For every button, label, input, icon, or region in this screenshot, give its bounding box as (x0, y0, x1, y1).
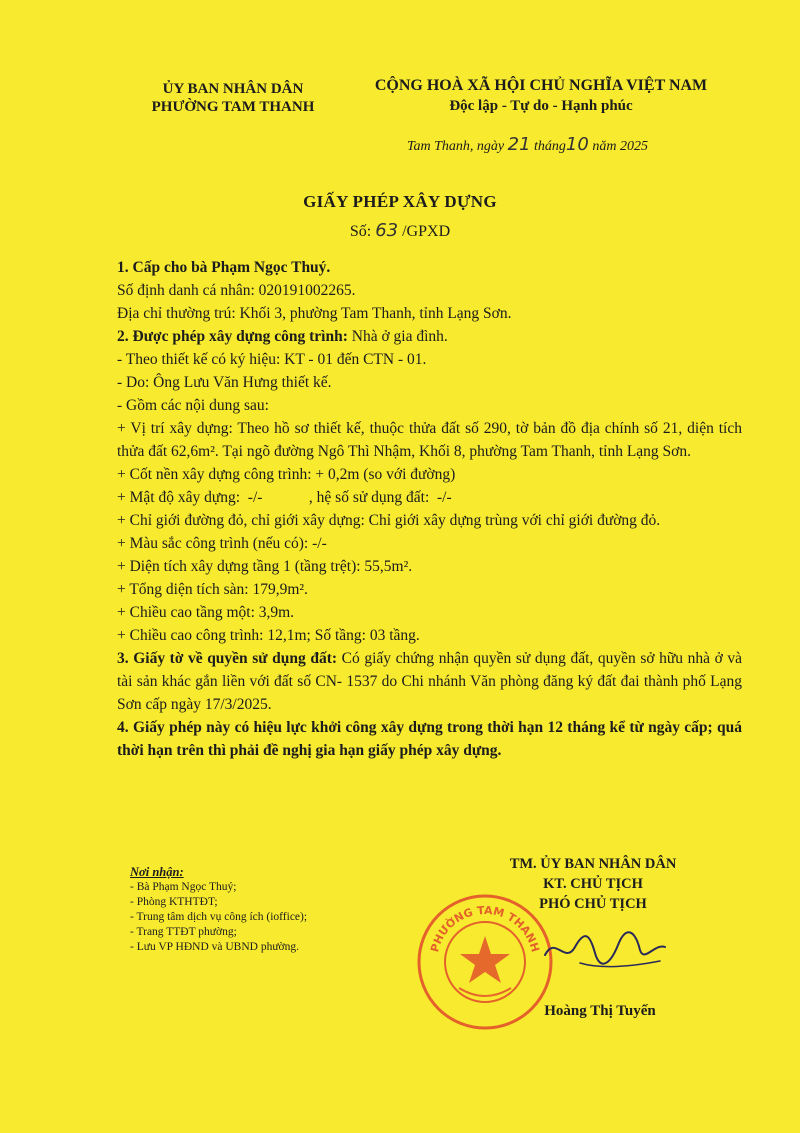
boundary-lines: + Chỉ giới đường đỏ, chỉ giới xây dựng: Chỉ giới xây dựng trùng với chỉ giới đường đỏ. (117, 512, 661, 529)
date-year: năm 2025 (592, 139, 648, 154)
signer-name: Hoàng Thị Tuyến (544, 1003, 656, 1019)
first-floor-height: + Chiều cao tầng một: 3,9m. (117, 604, 295, 621)
building-density: + Mật độ xây dựng: -/- , hệ số sử dụng đất: -/- (117, 489, 452, 506)
number-suffix: /GPXD (402, 223, 451, 240)
section-2-heading (117, 325, 742, 348)
document-title: GIẤY PHÉP XÂY DỰNG (303, 192, 497, 211)
permit-number (0, 220, 800, 241)
recipient-item: - Bà Phạm Ngọc Thuý; (130, 881, 237, 893)
document-body (117, 256, 742, 762)
nation-motto: Độc lập - Tự do - Hạnh phúc (449, 98, 633, 114)
section-3 (117, 647, 742, 716)
agency-line-2: PHƯỜNG TAM THANH (151, 99, 315, 115)
svg-text:PHƯỜNG TAM THANH: PHƯỜNG TAM THANH (428, 903, 542, 954)
designer: - Do: Ông Lưu Văn Hưng thiết kế. (117, 374, 332, 391)
sign-line-3: PHÓ CHỦ TỊCH (539, 896, 647, 912)
recipient-item: - Phòng KTHTĐT; (130, 896, 218, 908)
recipient-item: - Trung tâm dịch vụ công ích (ioffice); (130, 911, 308, 923)
section-1-heading: 1. Cấp cho bà Phạm Ngọc Thuý. (117, 259, 331, 276)
date-month-word: tháng (534, 139, 566, 154)
construction-location: + Vị trí xây dựng: Theo hồ sơ thiết kế, thuộc thửa đất số 290, tờ bản đồ địa chính số 21, diện tích thửa đất 62,6m². Tại ngõ đường Ngô Thì Nhậm, Khối 8, phường Tam Thanh, tỉnh Lạng Sơn. (117, 420, 742, 460)
design-code: - Theo thiết kế có ký hiệu: KT - 01 đến CTN - 01. (117, 351, 427, 368)
base-elevation: + Cốt nền xây dựng công trình: + 0,2m (so với đường) (117, 466, 456, 483)
contents-intro: - Gồm các nội dung sau: (117, 397, 269, 414)
section-3-text: Có giấy chứng nhận quyền sử dụng đất, quyền sở hữu nhà ở và tài sản khác gắn liền với đất số CN- 1537 do Chi nhánh Văn phòng đăng ký đất đai thành phố Lạng Sơn cấp ngày 17/3/2025. (117, 650, 742, 713)
permanent-address: Địa chỉ thường trú: Khối 3, phường Tam Thanh, tỉnh Lạng Sơn. (117, 305, 512, 322)
number-value: 63 (375, 220, 399, 241)
agency-line-1: ỦY BAN NHÂN DÂN (162, 81, 304, 97)
building-color: + Màu sắc công trình (nếu có): -/- (117, 535, 327, 552)
section-3-heading: 3. Giấy tờ về quyền sử dụng đất: (117, 650, 338, 667)
section-2-heading-rest: Nhà ở gia đình. (347, 328, 448, 345)
issue-date (407, 134, 737, 155)
recipients-list (130, 865, 430, 955)
building-height: + Chiều cao công trình: 12,1m; Số tầng: 03 tầng. (117, 627, 420, 644)
signature-block (468, 854, 718, 914)
date-month: 10 (565, 134, 589, 155)
sign-line-2: KT. CHỦ TỊCH (543, 876, 643, 892)
recipients-label: Nơi nhận: (130, 865, 184, 879)
national-header (356, 76, 726, 116)
number-prefix: Số: (349, 223, 372, 240)
ground-floor-area: + Diện tích xây dựng tầng 1 (tầng trệt): 55,5m². (117, 558, 413, 575)
date-prefix: Tam Thanh, ngày (407, 139, 505, 154)
section-2-heading-bold: 2. Được phép xây dựng công trình: (117, 328, 348, 345)
issuing-agency (108, 80, 358, 116)
sign-line-1: TM. ỦY BAN NHÂN DÂN (509, 856, 677, 872)
date-day: 21 (507, 134, 531, 155)
personal-id: Số định danh cá nhân: 020191002265. (117, 282, 356, 299)
section-4: 4. Giấy phép này có hiệu lực khởi công xây dựng trong thời hạn 12 tháng kể từ ngày cấp; quá thời hạn trên thì phải đề nghị gia hạn giấy phép xây dựng. (117, 719, 742, 759)
handwritten-signature-icon (540, 925, 670, 975)
recipient-item: - Trang TTĐT phường; (130, 926, 237, 938)
total-floor-area: + Tổng diện tích sàn: 179,9m². (117, 581, 308, 598)
recipient-item: - Lưu VP HĐND và UBND phường. (130, 941, 300, 953)
nation-title: CỘNG HOÀ XÃ HỘI CHỦ NGHĨA VIỆT NAM (374, 77, 708, 94)
